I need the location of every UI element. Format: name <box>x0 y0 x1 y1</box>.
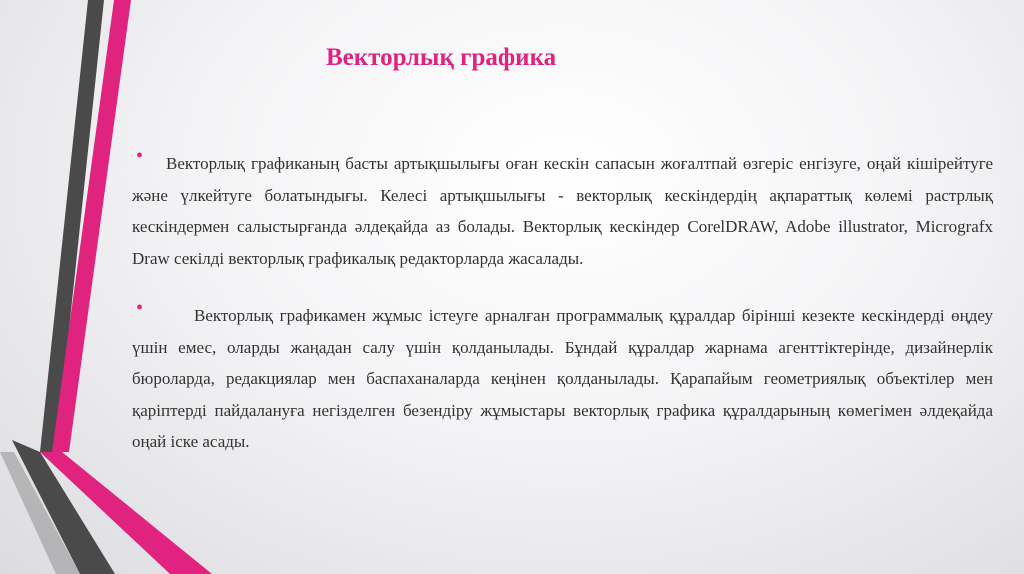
paragraph-text-2: Векторлық графикамен жұмыс істеуге арналған программалық құралдар бірінші кезекте кескіндерді өңдеу үшін емес, оларды жаңадан салу үшін қолданылады. Бұндай құралдар жарнама агенттіктерінде, дизайнерлік бюроларда, редакциялар мен баспаханаларда кеңінен қолданылады. Қарапайым геометриялық объектілер мен қаріптерді пайдалануға негізделген безендіру жұмыстары векторлық графика құралдарының көмегімен әлдеқайда оңай іске асады. <box>132 306 993 451</box>
bullet-paragraph-2 <box>132 297 993 458</box>
bullet-icon: • <box>136 145 144 167</box>
slide-title: Векторлық графика <box>326 44 557 71</box>
decorative-stripes <box>0 0 230 574</box>
bullet-paragraph-1 <box>132 145 993 274</box>
paragraph-text-1: Векторлық графиканың басты артықшылығы оған кескін сапасын жоғалтпай өзгеріс енгізуге, оңай кішірейтуге және үлкейтуге болатындығы. Келесі артықшылығы - векторлық кескіндердің ақпараттық көлемі растрлық кескіндермен салыстырғанда әлдеқайда аз болады. Векторлық кескіндер CorelDRAW, Adobe illustrator, Micrografx Draw секілді векторлық графикалық редакторларда жасалады. <box>132 154 993 268</box>
bullet-icon: • <box>136 297 144 319</box>
